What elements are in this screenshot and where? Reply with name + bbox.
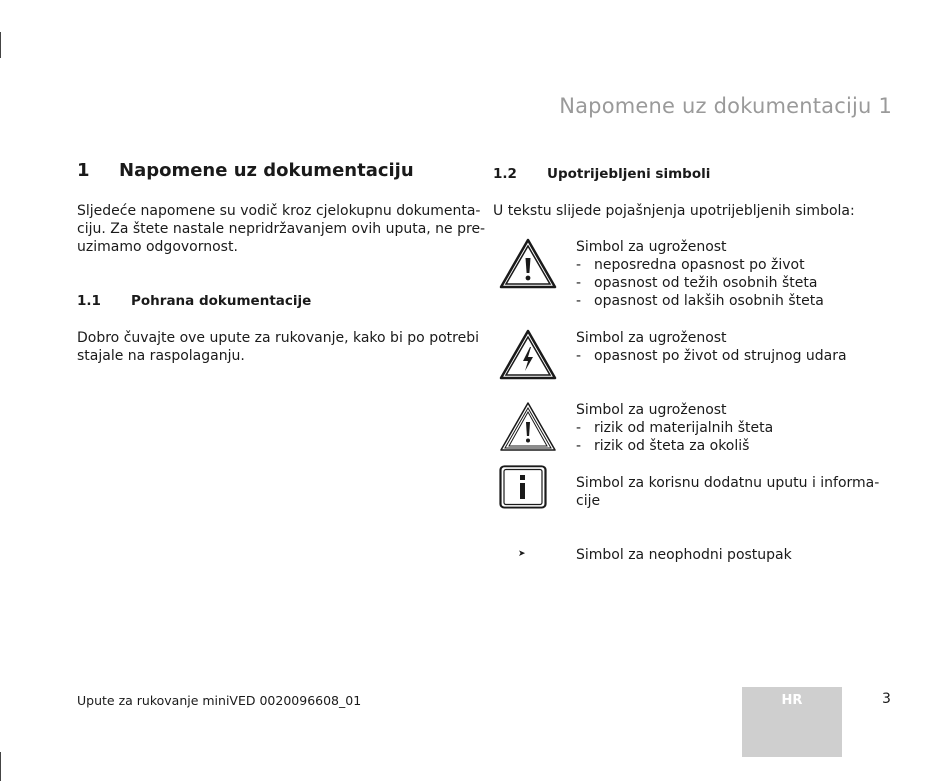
bullet-dash: - [576, 257, 582, 273]
symbol-title: Simbol za ugroženost [576, 402, 727, 418]
crop-mark-top [0, 32, 1, 58]
section-title: Pohrana dokumentacije [131, 293, 312, 309]
text-line: ciju. Za štete nastale nepridržavanjem ovih uputa, ne pre- [77, 221, 486, 237]
section-number: 1.1 [77, 293, 101, 309]
text-line: cije [576, 493, 601, 509]
symbol-description [576, 474, 879, 510]
text-line: Sljedeće napomene su vodič kroz cjelokupnu dokumenta- [77, 203, 481, 219]
bullet-dash: - [576, 348, 582, 364]
bullet-dash: - [576, 275, 582, 291]
section-title: Upotrijebljeni simboli [547, 166, 711, 182]
bullet-item [576, 256, 824, 274]
bullet-item [576, 419, 773, 437]
running-header: Napomene uz dokumentaciju 1 [559, 94, 892, 118]
bullet-item [576, 292, 824, 310]
section-1-2-intro [493, 202, 855, 220]
bullet-dash: - [576, 293, 582, 309]
language-code: HR [781, 693, 803, 708]
section-1-1-heading [77, 293, 311, 309]
bullet-item [576, 274, 824, 292]
bullet-text: opasnost od lakših osobnih šteta [594, 293, 824, 309]
text-line: uzimamo odgovornost. [77, 239, 238, 255]
text-line: Simbol za korisnu dodatnu uputu i informa- [576, 475, 880, 491]
danger-warning-icon [499, 238, 557, 294]
bullet-text: opasnost po život od strujnog udara [594, 348, 847, 364]
crop-mark-bottom [0, 752, 1, 781]
electric-shock-icon [499, 329, 557, 385]
text-line: stajale na raspolaganju. [77, 348, 245, 364]
section-number: 1 [77, 160, 90, 181]
text-line: U tekstu slijede pojašnjenja upotrijebljenih simbola: [493, 203, 855, 219]
section-1-intro [77, 202, 485, 256]
page-number: 3 [882, 691, 891, 707]
section-number: 1.2 [493, 166, 517, 182]
bullet-dash: - [576, 420, 582, 436]
section-1-1-text [77, 329, 479, 365]
bullet-text: rizik od materijalnih šteta [594, 420, 774, 436]
symbol-description [576, 329, 847, 365]
bullet-dash: - [576, 438, 582, 454]
footer-document-id: Upute za rukovanje miniVED 0020096608_01 [77, 693, 362, 708]
bullet-text: opasnost od težih osobnih šteta [594, 275, 818, 291]
section-1-2-heading [493, 166, 710, 182]
text-line: Dobro čuvajte ove upute za rukovanje, kako bi po potrebi [77, 330, 479, 346]
section-title: Napomene uz dokumentaciju [119, 160, 414, 181]
symbol-title: Simbol za ugroženost [576, 239, 727, 255]
symbol-description [576, 401, 773, 455]
action-arrow-icon: ➤ [518, 549, 526, 559]
caution-icon [499, 401, 557, 457]
information-icon [499, 474, 549, 513]
text-line: Simbol za neophodni postupak [576, 547, 792, 563]
symbol-description [576, 238, 824, 310]
bullet-item [576, 437, 773, 455]
bullet-text: rizik od šteta za okoliš [594, 438, 750, 454]
symbol-title: Simbol za ugroženost [576, 330, 727, 346]
bullet-text: neposredna opasnost po život [594, 257, 805, 273]
symbol-description [576, 546, 792, 564]
bullet-item [576, 347, 847, 365]
section-1-heading [77, 160, 414, 181]
language-tab [742, 687, 842, 757]
